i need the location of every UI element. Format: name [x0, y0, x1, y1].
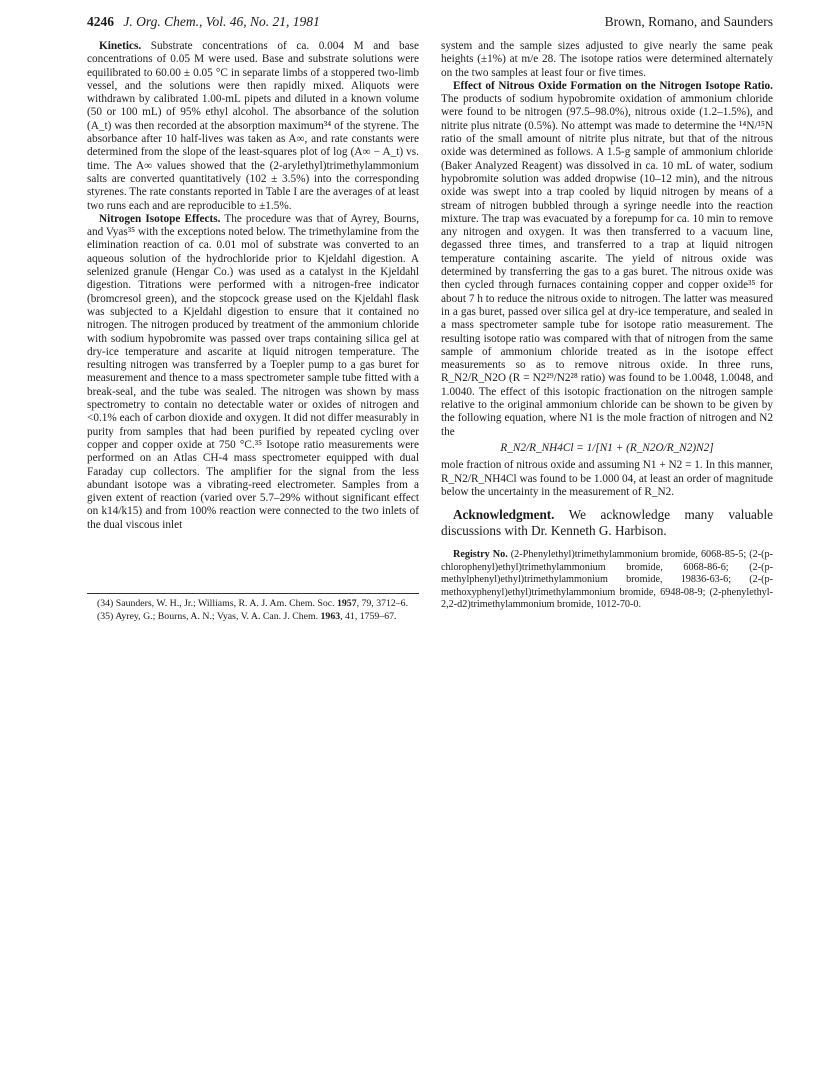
acknowledgment — [441, 507, 773, 539]
right-column — [441, 40, 773, 612]
ratio-equation: R_N2/R_NH4Cl = 1/[N1 + (R_N2O/R_N2)N2] — [500, 441, 714, 454]
continuation-paragraph: system and the sample sizes adjusted to give nearly the same peak heights (±1%) at m/e 28. The isotope ratios were determined alternately on the two samples at least four or five times. — [441, 40, 773, 79]
nitrogen-text: The procedure was that of Ayrey, Bourns, and Vyas³⁵ with the exceptions noted below. The trimethylamine from the elimination reaction of ca. 0.01 mol of substrate was converted to an aqueous solution of the hydrochloride prior to Kjeldahl digestion. A selenized granule (Hengar Co.) was used as a catalyst in the Kjeldahl digestion. Titrations were performed with a nitrogen-free indicator (bromcresol green), and the stopcock grease used on the Kjeldahl flask was subjected to a Kjeldahl digestion to ensure that it contained no nitrogen. The nitrogen produced by treatment of the ammonium chloride with sodium hypobromite was passed over traps containing silica gel at dry-ice temperature and ascarite at liquid nitrogen temperature. The resulting nitrogen was transferred by a Toepler pump to a gas buret for measurement and thence to a mass spectrometer sample tube fitted with a break-seal, and the tube was sealed. The nitrogen was shown by mass spectrometry to contain no detectable water or oxides of nitrogen and <0.1% each of carbon dioxide and oxygen. It did not differ measurably in purity from samples that had been purified by repeated cycling over copper and copper oxide at 750 °C.³⁵ Isotope ratio measurements were performed on an Atlas CH-4 mass spectrometer equipped with dual Faraday cup collectors. The amplifier for the signal from the less abundant isotope was a vibrating-reed electrometer. Samples from a given extent of reaction (varied over 5.7–29% without significant effect on k14/k15) and from 100% reaction were connected to the two inlets of the dual viscous inlet — [87, 212, 420, 531]
header-authors: Brown, Romano, and Saunders — [604, 14, 773, 29]
registry-numbers — [441, 549, 773, 612]
footnote-34-text: (34) Saunders, W. H., Jr.; Williams, R. A. J. Am. Chem. Soc. — [97, 598, 337, 609]
effect-heading: Effect of Nitrous Oxide Formation on the Nitrogen Isotope Ratio. — [453, 79, 773, 92]
nitrogen-paragraph — [87, 213, 419, 532]
left-column — [87, 40, 419, 532]
kinetics-paragraph — [87, 40, 419, 213]
page-header — [87, 14, 773, 32]
footnote-divider — [87, 593, 419, 594]
acknowledgment-heading: Acknowledgment. — [453, 507, 555, 523]
header-left — [87, 14, 320, 30]
effect-text: The products of sodium hypobromite oxidation of ammonium chloride were found to be nitrogen (97.5–98.0%), nitrous oxide (1.2–1.5%), and nitrite plus nitrate (0.5%). No attempt was made to determine the ¹⁴N/¹⁵N ratio of the small amount of nitrite plus nitrate, but that of the nitrous oxide was determined as follows. A 1.5-g sample of ammonium chloride (Baker Analyzed Reagent) was dissolved in ca. 10 mL of water, sodium hypobromite solution was added dropwise (10–12 min), and the nitrous oxide was swept into a trap cooled by liquid nitrogen by means of a stream of nitrogen bubbled through a syringe needle into the reaction mixture. The trap was evacuated by a forepump for ca. 10 min to remove any nitrogen and oxygen. It was then transferred to a vacuum line, degassed three times, and transferred to a trap at liquid nitrogen temperature containing ascarite. The yield of nitrous oxide was determined by transferring the gas to a gas buret. The nitrous oxide was then cycled through furnaces containing copper and copper oxide³⁵ for about 7 h to reduce the nitrous oxide to nitrogen. The latter was measured in a gas buret, passed over silica gel at dry-ice temperature, and sealed in a mass spectrometer sample tube for isotope ratio measurement. The resulting isotope ratio was compared with that of nitrogen from the same sample of ammonium chloride treated as in the isotope effect measurements so as to remove nitrous oxide. In three runs, R_N2/R_N2O (R = N2²⁹/N2²⁸ ratio) was found to be 1.0048, 1.0048, and 1.0040. The effect of this isotopic fractionation on the nitrogen sample relative to the original ammonium chloride can be shown to be given by the following equation, where N1 is the mole fraction of nitrogen and N2 the — [441, 93, 773, 438]
registry-heading: Registry No. — [453, 549, 508, 561]
registry-text: (2-Phenylethyl)trimethylammonium bromide, 6068-85-5; (2-(p-chlorophenyl)ethyl)trimethylammonium bromide, 6068-86-6; (2-(p-methylphenyl)ethyl)trimethylammonium bromide, 19836-63-6; (2-(p-methoxyphenyl)ethyl)trimethylammonium bromide, 6948-08-9; (2-phenylethyl-2,2-d2)trimethylammonium bromide, 1012-70-0. — [441, 549, 773, 611]
footnote-34-volume: , 79, 3712–6. — [356, 598, 409, 609]
footnote-35 — [87, 611, 419, 623]
footnote-34 — [87, 598, 419, 610]
footnote-34-year: 1957 — [337, 598, 357, 609]
effect-paragraph — [441, 80, 773, 439]
acknowledgment-text: We acknowledge many valuable discussions with Dr. Kenneth G. Harbison. — [441, 507, 774, 539]
post-equation-paragraph: mole fraction of nitrous oxide and assuming N1 + N2 = 1. In this manner, R_N2/R_NH4Cl was found to be 1.000 04, at least an order of magnitude below the uncertainty in the measurement of R_N2. — [441, 459, 773, 498]
nitrogen-heading: Nitrogen Isotope Effects. — [99, 212, 221, 225]
footnote-35-year: 1963 — [320, 611, 341, 622]
page-number: 4246 — [87, 14, 114, 29]
footnotes — [87, 598, 419, 624]
kinetics-heading: Kinetics. — [99, 40, 142, 52]
journal-citation: J. Org. Chem., Vol. 46, No. 21, 1981 — [123, 14, 320, 29]
footnote-35-volume: , 41, 1759–67. — [340, 611, 397, 622]
footnote-35-text: (35) Ayrey, G.; Bourns, A. N.; Vyas, V. A. Can. J. Chem. — [97, 611, 321, 622]
kinetics-text: Substrate concentrations of ca. 0.004 M and base concentrations of 0.05 M were used. Base and substrate solutions were equilibrated to 60.00 ± 0.05 °C in separate limbs of a stoppered two-limb vessel, and the solutions were then rapidly mixed. Aliquots were withdrawn by calibrated 1.00-mL pipets and diluted in a known volume (50 or 100 mL) of 95% ethyl alcohol. The absorbance of the solution (A_t) was then recorded at the absorption maximum³⁴ of the styrene. The absorbance after 10 half-lives was taken as A∞, and rate constants were determined from the slope of the least-squares plot of log (A∞ − A_t) vs. time. The A∞ values showed that the (2-arylethyl)trimethylammonium salts are converted quantitatively (102 ± 3.5%) into the corresponding styrenes. The rate constants reported in Table I are the averages of at least two runs each and are reproducible to ±1.5%. — [87, 40, 419, 212]
